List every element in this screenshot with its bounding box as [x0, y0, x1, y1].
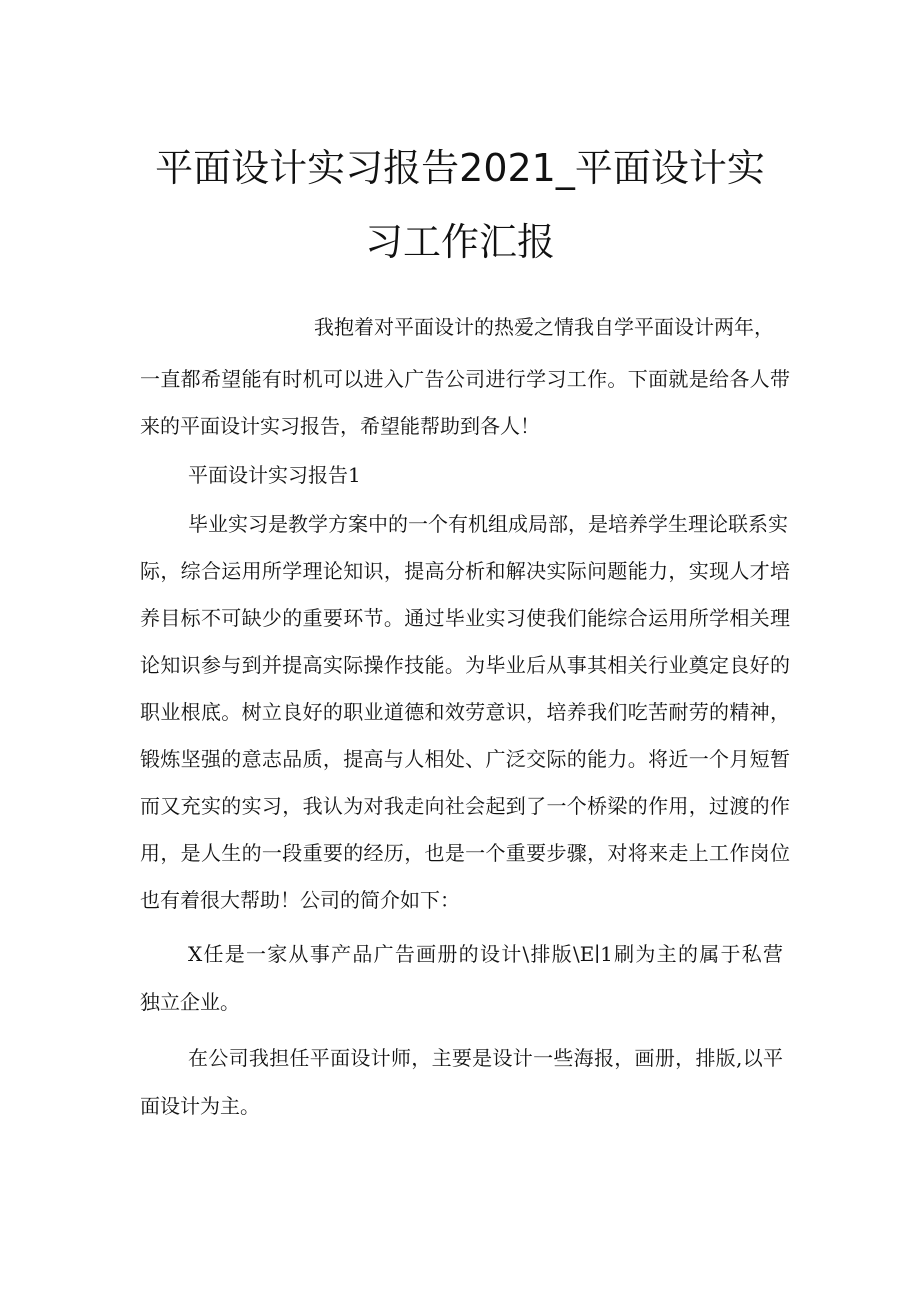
paragraph-1-line-3: 养目标不可缺少的重要环节。通过毕业实习使我们能综合运用所学相关理 — [140, 606, 790, 630]
paragraph-1-line-1: 毕业实习是教学方案中的一个有机组成局部，是培养学生理论联系实 — [188, 512, 788, 536]
paragraph-3-line-2: 面设计为主。 — [140, 1094, 260, 1118]
document-title-line-1: 平面设计实习报告2021_平面设计实 — [155, 146, 765, 190]
paragraph-2-line-1: X任是一家从事产品广告画册的设计\排版\E∣1刷为主的属于私营 — [188, 942, 783, 966]
paragraph-2-line-2: 独立企业。 — [140, 990, 240, 1014]
paragraph-1-line-8: 用，是人生的一段重要的经历，也是一个重要步骤，对将来走上工作岗位 — [140, 841, 790, 865]
paragraph-1-line-4: 论知识参与到并提高实际操作技能。为毕业后从事其相关行业奠定良好的 — [140, 653, 790, 677]
paragraph-3-line-1: 在公司我担任平面设计师，主要是设计一些海报，画册，排版,以平 — [188, 1046, 783, 1070]
intro-line-3: 来的平面设计实习报告，希望能帮助到各人！ — [140, 414, 540, 438]
paragraph-1-line-5: 职业根底。树立良好的职业道德和效劳意识，培养我们吃苦耐劳的精神， — [140, 700, 790, 724]
paragraph-1-line-6: 锻炼坚强的意志品质，提高与人相处、广泛交际的能力。将近一个月短暂 — [140, 747, 790, 771]
intro-line-2: 一直都希望能有时机可以进入广告公司进行学习工作。下面就是给各人带 — [140, 367, 790, 391]
document-title-line-2: 习工作汇报 — [364, 220, 555, 264]
section-heading: 平面设计实习报告1 — [188, 463, 361, 487]
paragraph-1-line-7: 而又充实的实习，我认为对我走向社会起到了一个桥梁的作用，过渡的作 — [140, 794, 790, 818]
paragraph-1-line-2: 际，综合运用所学理论知识，提高分析和解决实际问题能力，实现人才培 — [140, 559, 790, 583]
intro-line-1: 我抱着对平面设计的热爱之情我自学平面设计两年， — [314, 315, 774, 339]
paragraph-1-line-9: 也有着很大帮助！公司的简介如下： — [140, 888, 460, 912]
